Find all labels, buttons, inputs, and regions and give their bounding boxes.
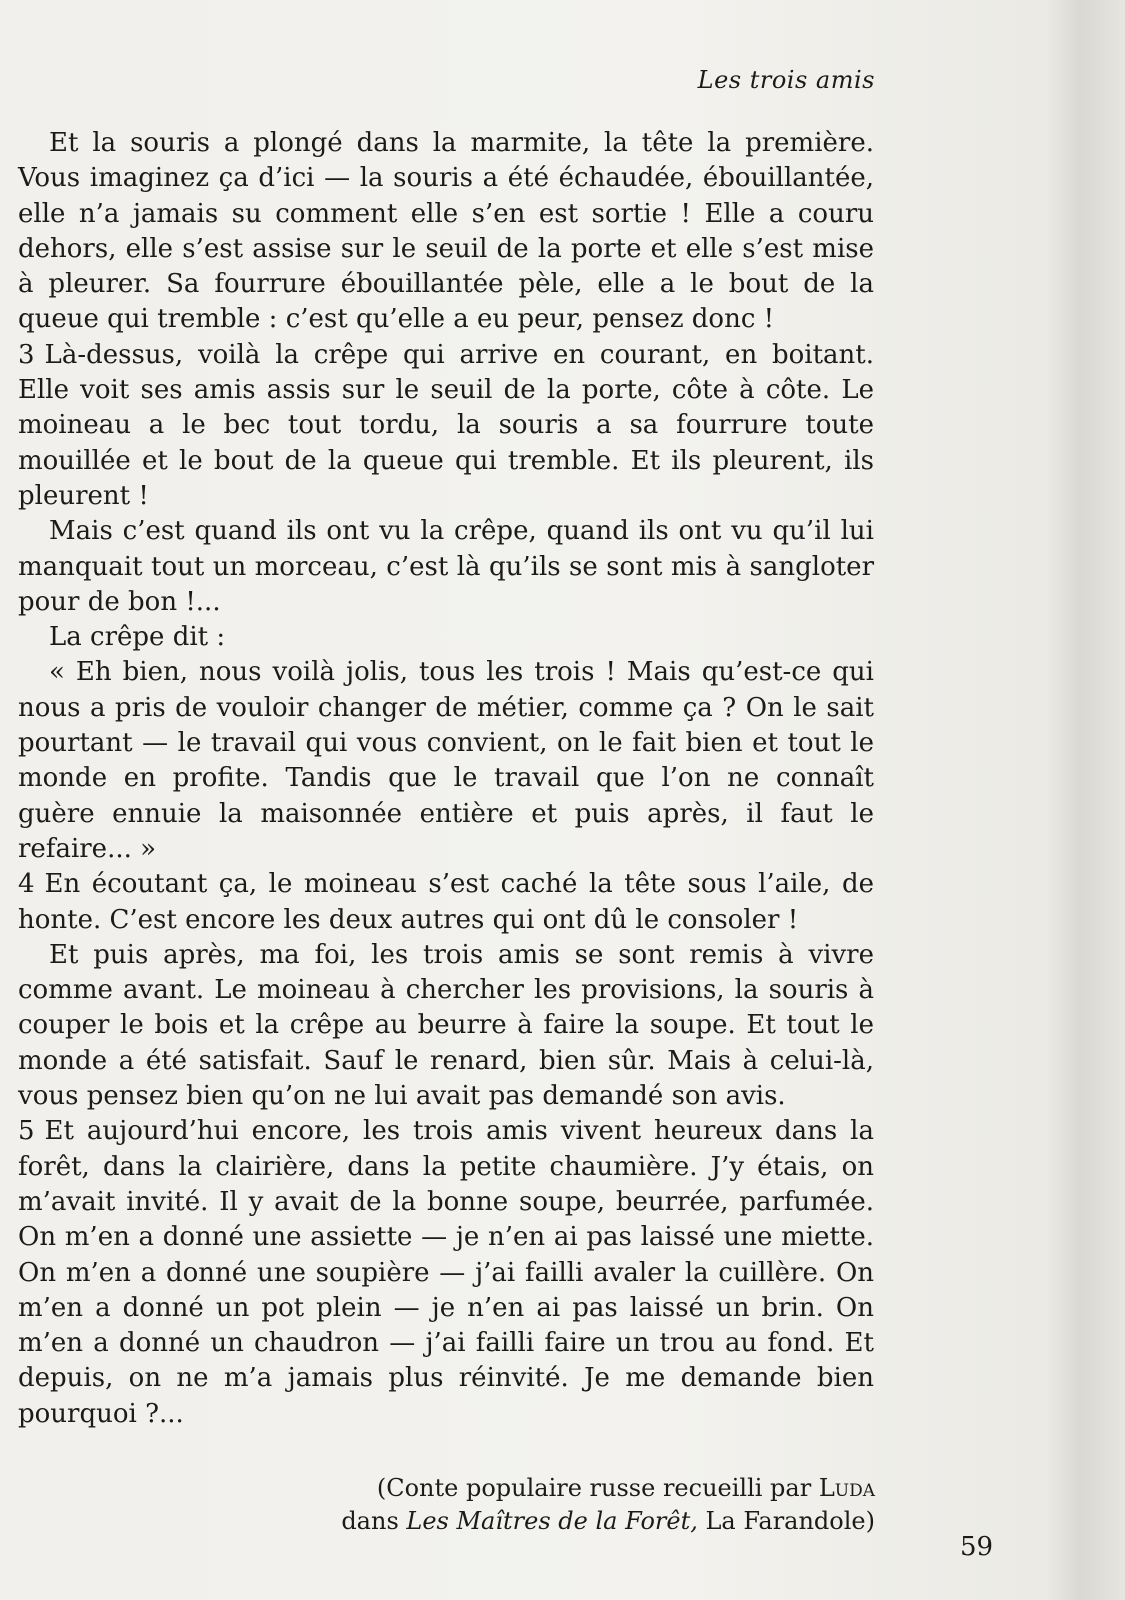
page-number: 59 bbox=[960, 1532, 994, 1562]
citation-dans: dans bbox=[341, 1507, 407, 1535]
quoted-paragraph: « Eh bien, nous voilà jolis, tous les trois ! Mais qu’est-ce qui nous a pris de vouloir changer de métier, comme ça ? On le sait pourtant — le travail qui vous convient, on le fait bien et tout le monde en profite. Tandis que le travail que l’on ne connaît guère ennuie la maisonnée entière et puis après, il faut le refaire... » bbox=[18, 657, 874, 864]
paragraph: Et la souris a plongé dans la marmite, la tête la première. Vous imaginez ça d’ici — la souris a été échaudée, ébouillantée, elle n’a jamais su comment elle s’en est sortie ! Elle a couru dehors, elle s’est assise sur le seuil de la porte et elle s’est mise à pleurer. Sa fourrure ébouillantée pèle, elle a le bout de la queue qui tremble : c’est qu’elle a eu peur, pensez donc ! bbox=[18, 128, 874, 335]
citation-line-2 bbox=[275, 1505, 875, 1538]
paragraph-text: Là-dessus, voilà la crêpe qui arrive en courant, en boitant. Elle voit ses amis assis sur le seuil de la porte, côte à côte. Le moineau a le bec tout tordu, la souris a sa fourrure toute mouillée et le bout de la queue qui tremble. Et ils pleurent, ils pleurent ! bbox=[18, 339, 874, 511]
source-citation bbox=[275, 1472, 875, 1538]
paragraph: Mais c’est quand ils ont vu la crêpe, quand ils ont vu qu’il lui manquait tout un morceau, c’est là qu’ils se sont mis à sangloter pour de bon !... bbox=[18, 516, 874, 617]
numbered-paragraph bbox=[18, 1114, 874, 1432]
paragraph-text: En écoutant ça, le moineau s’est caché la tête sous l’aile, de honte. C’est encore les deux autres qui ont dû le consoler ! bbox=[18, 869, 874, 935]
paragraph: La crêpe dit : bbox=[49, 622, 226, 653]
citation-author: Luda bbox=[818, 1474, 875, 1502]
paragraph-number: 3 bbox=[18, 339, 35, 370]
running-title: Les trois amis bbox=[697, 66, 875, 94]
story-text bbox=[18, 126, 874, 1432]
paragraph-number: 4 bbox=[18, 869, 35, 900]
paragraph-number: 5 bbox=[18, 1116, 35, 1147]
numbered-paragraph bbox=[18, 338, 874, 514]
paragraph-text: Et aujourd’hui encore, les trois amis vivent heureux dans la forêt, dans la clairière, dans la petite chaumière. J’y étais, on m’avait invité. Il y avait de la bonne soupe, beurrée, parfumée. On m’en a donné une assiette — je n’en ai pas laissé une miette. On m’en a donné une soupière — j’ai failli avaler la cuillère. On m’en a donné un pot plein — je n’en ai pas laissé un brin. On m’en a donné un chaudron — j’ai failli faire un trou au fond. Et depuis, on ne m’a jamais plus réinvité. Je me demande bien pourquoi ?... bbox=[18, 1116, 874, 1429]
paragraph: Et puis après, ma foi, les trois amis se sont remis à vivre comme avant. Le moineau à chercher les provisions, la souris à couper le bois et la crêpe au beurre à faire la soupe. Et tout le monde a été satisfait. Sauf le renard, bien sûr. Mais à celui-là, vous pensez bien qu’on ne lui avait pas demandé son avis. bbox=[18, 939, 874, 1112]
citation-prefix: (Conte populaire russe recueilli par bbox=[376, 1474, 819, 1502]
citation-book-title: Les Maîtres de la Forêt, bbox=[406, 1507, 698, 1535]
citation-publisher: La Farandole) bbox=[697, 1507, 875, 1535]
citation-line-1 bbox=[275, 1472, 875, 1505]
numbered-paragraph bbox=[18, 867, 874, 938]
